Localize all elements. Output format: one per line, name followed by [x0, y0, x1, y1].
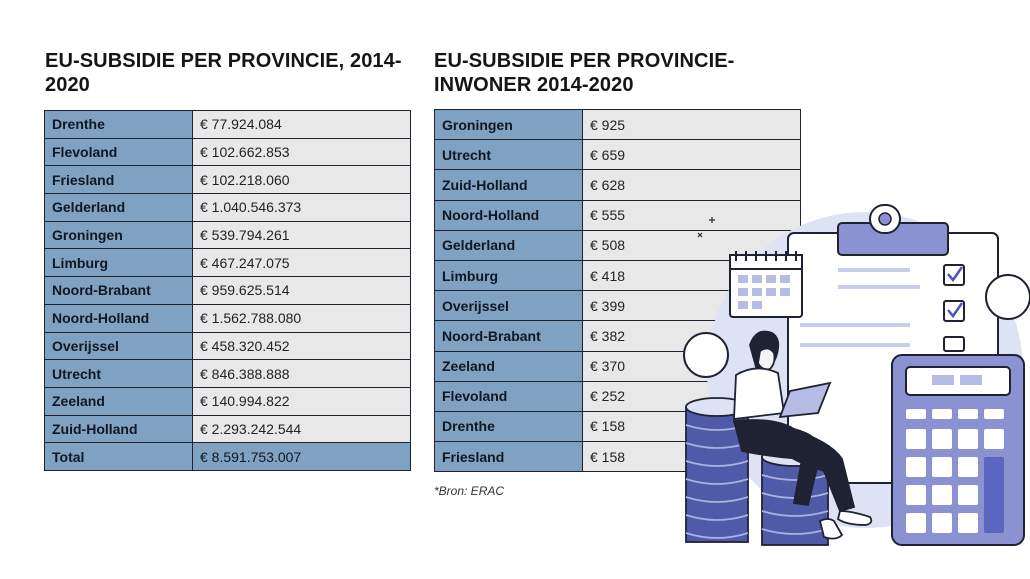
- subsidy-per-inhabitant-value: € 555: [583, 200, 801, 230]
- table-row: [45, 249, 411, 277]
- table-row: [45, 111, 411, 139]
- calculator-icon: [892, 355, 1024, 545]
- subsidy-value: € 1.040.546.373: [193, 194, 411, 222]
- subsidy-per-inhabitant-value: € 158: [583, 442, 801, 472]
- province-name: Zeeland: [435, 351, 583, 381]
- subsidy-value: € 846.388.888: [193, 360, 411, 388]
- subsidy-per-inhabitant-value: € 252: [583, 381, 801, 411]
- subsidy-per-inhabitant-value: € 925: [583, 110, 801, 140]
- subsidy-value: € 140.994.822: [193, 387, 411, 415]
- province-name: Friesland: [45, 166, 193, 194]
- calendar-icon: [730, 251, 802, 317]
- table-row: [435, 140, 801, 170]
- total-label: Total: [45, 443, 193, 471]
- subsidy-value: € 959.625.514: [193, 277, 411, 305]
- decor-circle-left: [684, 333, 728, 377]
- right-table-title: EU-SUBSIDIE PER PROVINCIE-INWONER 2014-2020: [434, 50, 735, 96]
- province-name: Zeeland: [45, 387, 193, 415]
- subsidy-per-province-table: [44, 110, 411, 471]
- province-name: Noord-Brabant: [45, 277, 193, 305]
- province-name: Gelderland: [435, 230, 583, 260]
- subsidy-value: € 1.562.788.080: [193, 304, 411, 332]
- subsidy-value: € 77.924.084: [193, 111, 411, 139]
- table-row: [45, 166, 411, 194]
- province-name: Friesland: [435, 442, 583, 472]
- total-value: € 8.591.753.007: [193, 443, 411, 471]
- subsidy-value: € 102.218.060: [193, 166, 411, 194]
- table-row: [45, 415, 411, 443]
- province-name: Groningen: [45, 221, 193, 249]
- province-name: Noord-Holland: [435, 200, 583, 230]
- subsidy-per-inhabitant-value: € 370: [583, 351, 801, 381]
- decor-circle-right: [986, 275, 1030, 319]
- left-table-title: EU-SUBSIDIE PER PROVINCIE, 2014-2020: [45, 50, 402, 96]
- province-name: Drenthe: [435, 411, 583, 441]
- subsidy-per-inhabitant-value: € 382: [583, 321, 801, 351]
- table-row: [45, 360, 411, 388]
- subsidy-per-inhabitant-value: € 418: [583, 260, 801, 290]
- total-row: [45, 443, 411, 471]
- subsidy-per-inhabitant-value: € 659: [583, 140, 801, 170]
- province-name: Limburg: [45, 249, 193, 277]
- province-name: Flevoland: [45, 138, 193, 166]
- province-name: Drenthe: [45, 111, 193, 139]
- province-name: Flevoland: [435, 381, 583, 411]
- table-row: [435, 110, 801, 140]
- province-name: Noord-Brabant: [435, 321, 583, 351]
- subsidy-value: € 539.794.261: [193, 221, 411, 249]
- subsidy-value: € 458.320.452: [193, 332, 411, 360]
- province-name: Overijssel: [45, 332, 193, 360]
- table-row: [45, 221, 411, 249]
- table-row: [45, 194, 411, 222]
- province-name: Zuid-Holland: [45, 415, 193, 443]
- subsidy-value: € 2.293.242.544: [193, 415, 411, 443]
- subsidy-per-inhabitant-value: € 628: [583, 170, 801, 200]
- subsidy-per-inhabitant-value: € 399: [583, 291, 801, 321]
- province-name: Overijssel: [435, 291, 583, 321]
- province-name: Noord-Holland: [45, 304, 193, 332]
- table-row: [45, 138, 411, 166]
- source-note: *Bron: ERAC: [434, 484, 505, 498]
- subsidy-per-inhabitant-value: € 158: [583, 411, 801, 441]
- table-row: [45, 332, 411, 360]
- province-name: Utrecht: [435, 140, 583, 170]
- province-name: Limburg: [435, 260, 583, 290]
- sparkle-icon: [698, 217, 715, 237]
- province-name: Zuid-Holland: [435, 170, 583, 200]
- table-row: [45, 304, 411, 332]
- province-name: Groningen: [435, 110, 583, 140]
- subsidy-value: € 102.662.853: [193, 138, 411, 166]
- finance-illustration: [670, 195, 1030, 575]
- province-name: Utrecht: [45, 360, 193, 388]
- subsidy-per-inhabitant-value: € 508: [583, 230, 801, 260]
- province-name: Gelderland: [45, 194, 193, 222]
- subsidy-value: € 467.247.075: [193, 249, 411, 277]
- table-row: [45, 277, 411, 305]
- table-row: [45, 387, 411, 415]
